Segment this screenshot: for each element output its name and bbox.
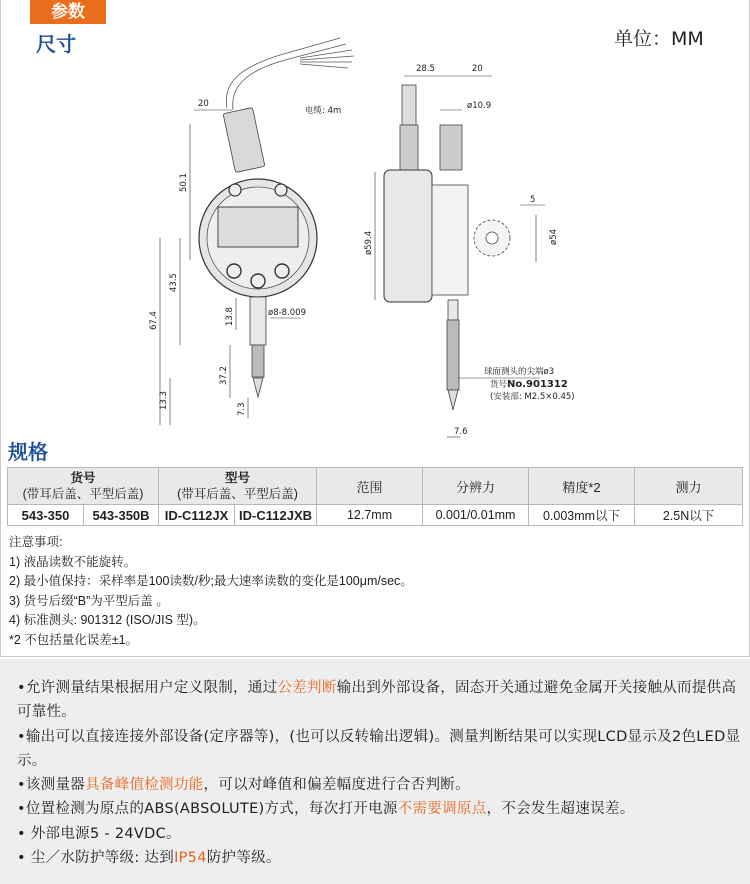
svg-text:7.3: 7.3 bbox=[237, 402, 247, 416]
side-cap bbox=[440, 125, 462, 170]
svg-text:ø10.9: ø10.9 bbox=[467, 101, 492, 111]
svg-text:20: 20 bbox=[198, 99, 209, 109]
feature-item: • 外部电源5 - 24VDC。 bbox=[17, 825, 181, 842]
button-icon bbox=[251, 274, 265, 288]
dimension-drawing bbox=[0, 0, 750, 440]
svg-text:50.1: 50.1 bbox=[179, 173, 189, 192]
note-line: 注意事项: bbox=[9, 535, 63, 549]
dimensions-heading: 尺寸 bbox=[36, 32, 76, 56]
side-connector bbox=[402, 85, 416, 125]
spec-table bbox=[7, 467, 743, 526]
feature-item: •允许测量结果根据用户定义限制，通过公差判断输出到外部设备，固态开关通过避免金属开关接触从而提供高可靠性。 bbox=[17, 680, 737, 721]
svg-text:电缆: 4m: 电缆: 4m bbox=[305, 106, 342, 116]
side-tip bbox=[448, 390, 458, 410]
notes bbox=[9, 533, 413, 651]
header-range: 范围 bbox=[317, 468, 423, 505]
note-line: *2 不包括量化误差±1。 bbox=[9, 632, 139, 647]
feature-item: •该测量器具备峰值检测功能，可以对峰值和偏差幅度进行合否判断。 bbox=[17, 777, 470, 794]
button-icon bbox=[275, 184, 287, 196]
header-accuracy: 精度*2 bbox=[529, 468, 635, 505]
feature-item: •位置检测为原点的ABS(ABSOLUTE)方式，每次打开电源不需要调原点，不会发生超速误差。 bbox=[17, 801, 635, 818]
svg-text:货号No.901312: 货号No.901312 bbox=[490, 379, 568, 390]
svg-text:ø54: ø54 bbox=[549, 228, 559, 245]
button-icon bbox=[275, 264, 289, 278]
side-body bbox=[384, 170, 432, 302]
note-line: 2) 最小值保持：采样率是100读数/秒;最大速率读数的变化是100μm/sec。 bbox=[9, 574, 413, 589]
cable-wires bbox=[226, 38, 354, 110]
specs-heading: 规格 bbox=[8, 440, 48, 464]
contact-tip bbox=[253, 378, 263, 397]
header-force: 测力 bbox=[635, 468, 743, 505]
side-spindle bbox=[447, 320, 459, 390]
button-icon bbox=[227, 264, 241, 278]
svg-text:20: 20 bbox=[472, 64, 483, 74]
button-icon bbox=[229, 184, 241, 196]
features-panel bbox=[0, 659, 750, 884]
spindle bbox=[252, 345, 264, 377]
lcd-window bbox=[218, 207, 298, 247]
header-resolution: 分辨力 bbox=[423, 468, 529, 505]
svg-text:ø8-8.009: ø8-8.009 bbox=[268, 308, 307, 318]
header-order-no: 货号 (带耳后盖、平型后盖) bbox=[8, 468, 159, 505]
svg-text:5: 5 bbox=[530, 195, 536, 205]
svg-text:(安装部: M2.5×0.45): (安装部: M2.5×0.45) bbox=[490, 392, 575, 402]
svg-text:7.6: 7.6 bbox=[454, 427, 468, 437]
svg-text:67.4: 67.4 bbox=[149, 311, 159, 330]
cable-connector bbox=[223, 108, 265, 173]
svg-text:43.5: 43.5 bbox=[169, 273, 179, 292]
feature-item: •输出可以直接连接外部设备(定序器等)，(也可以反转输出逻辑)。测量判断结果可以实现LCD显示及2色LED显示。 bbox=[17, 728, 741, 769]
unit-label: 单位：MM bbox=[614, 28, 704, 50]
feature-item: • 尘／水防护等级: 达到IP54防护等级。 bbox=[17, 850, 281, 867]
svg-text:37.2: 37.2 bbox=[219, 366, 229, 385]
note-line: 1) 液晶读数不能旋转。 bbox=[9, 554, 137, 569]
svg-text:13.8: 13.8 bbox=[225, 307, 235, 326]
svg-text:13.3: 13.3 bbox=[159, 391, 169, 410]
header-model: 型号 (带耳后盖、平型后盖) bbox=[159, 468, 317, 505]
table-row: 543-350 543-350B ID-C112JX ID-C112JXB 12.7mm 0.001/0.01mm 0.003mm以下 2.5N以下 bbox=[8, 505, 743, 526]
svg-text:球面测头的尖端ø3: 球面测头的尖端ø3 bbox=[484, 367, 555, 377]
stem bbox=[250, 297, 266, 345]
note-line: 4) 标准测头: 901312 (ISO/JIS 型)。 bbox=[9, 613, 206, 628]
svg-text:ø59.4: ø59.4 bbox=[364, 230, 374, 255]
svg-text:28.5: 28.5 bbox=[416, 64, 435, 74]
note-line: 3) 货号后缀“B”为平型后盖 。 bbox=[9, 593, 169, 608]
section-tag: 参数 bbox=[30, 0, 106, 24]
